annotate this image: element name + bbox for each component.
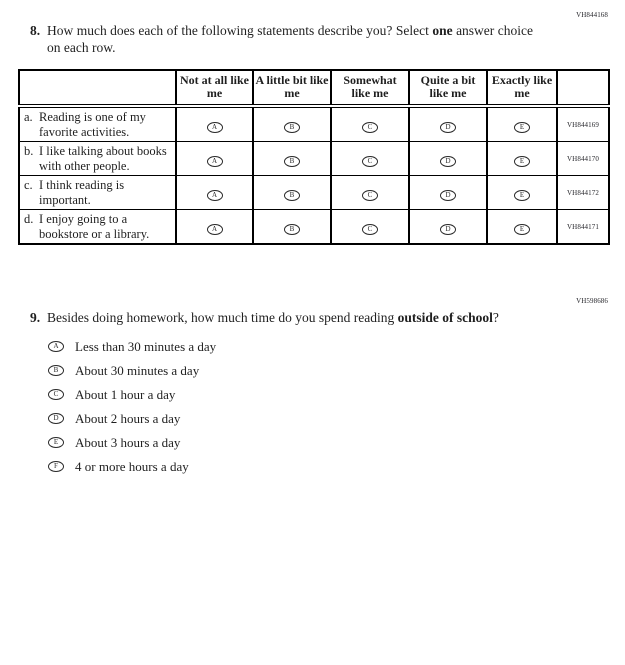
option-label: About 1 hour a day <box>75 386 176 402</box>
answer-cell-c5 <box>487 176 557 210</box>
oval-letter: B <box>53 365 59 374</box>
answer-oval-q9-C[interactable] <box>48 389 64 400</box>
statement-text-a: Reading is one of my favorite activities. <box>39 110 146 139</box>
answer-cell-c4 <box>409 176 487 210</box>
answer-cell-a4 <box>409 106 487 142</box>
question8-text <box>47 23 533 56</box>
oval-letter: A <box>211 190 218 199</box>
option-label: 4 or more hours a day <box>75 458 189 474</box>
answer-oval-b-C[interactable] <box>362 156 378 167</box>
answer-cell-d3 <box>331 210 409 245</box>
answer-oval-a-D[interactable] <box>440 122 456 133</box>
matrix-header-a-little-bit: A little bit like me <box>253 70 331 106</box>
answer-cell-d4 <box>409 210 487 245</box>
question8-number: 8. <box>30 23 41 38</box>
question8-matrix-table <box>18 69 610 245</box>
row-letter-d: d. <box>24 212 34 226</box>
row-letter-b: b. <box>24 144 34 158</box>
answer-oval-d-A[interactable] <box>207 224 223 235</box>
question9-accession-code: VH598686 <box>576 297 608 305</box>
oval-letter: E <box>519 156 525 165</box>
oval-letter: E <box>519 190 525 199</box>
answer-oval-b-E[interactable] <box>514 156 530 167</box>
question9-text-after: ? <box>492 310 499 325</box>
answer-cell-d1 <box>176 210 253 245</box>
question8-stem <box>30 23 533 56</box>
answer-oval-c-D[interactable] <box>440 190 456 201</box>
matrix-header-empty-left <box>19 70 176 106</box>
question9-option-D[interactable] <box>48 406 216 430</box>
question9-number: 9. <box>30 310 41 325</box>
answer-cell-a2 <box>253 106 331 142</box>
matrix-header-quite-a-bit: Quite a bit like me <box>409 70 487 106</box>
table-row-d <box>19 210 609 245</box>
oval-letter: C <box>367 122 373 131</box>
question9-text-before: Besides doing homework, how much time do you spend reading <box>47 310 398 325</box>
option-label: About 2 hours a day <box>75 410 181 426</box>
oval-letter: D <box>53 413 59 422</box>
answer-cell-a1 <box>176 106 253 142</box>
answer-cell-b4 <box>409 142 487 176</box>
oval-letter: A <box>53 341 59 350</box>
matrix-header-not-at-all: Not at all like me <box>176 70 253 106</box>
answer-cell-b5 <box>487 142 557 176</box>
oval-letter: C <box>53 389 59 398</box>
statement-text-d: I enjoy going to a bookstore or a library. <box>39 212 150 241</box>
matrix-header-row <box>19 70 609 106</box>
question8-text-bold: one <box>432 23 453 38</box>
answer-oval-a-C[interactable] <box>362 122 378 133</box>
option-label: Less than 30 minutes a day <box>75 338 217 354</box>
oval-letter: A <box>211 122 218 131</box>
option-label: About 30 minutes a day <box>75 362 200 378</box>
question9-stem <box>30 310 587 327</box>
answer-oval-a-A[interactable] <box>207 122 223 133</box>
answer-oval-q9-D[interactable] <box>48 413 64 424</box>
answer-oval-c-A[interactable] <box>207 190 223 201</box>
row-code-a: VH844169 <box>557 106 609 142</box>
oval-letter: B <box>289 190 295 199</box>
question9-option-E[interactable] <box>48 430 216 454</box>
answer-oval-a-E[interactable] <box>514 122 530 133</box>
answer-cell-d2 <box>253 210 331 245</box>
answer-oval-a-B[interactable] <box>284 122 300 133</box>
row-code-c: VH844172 <box>557 176 609 210</box>
answer-cell-a3 <box>331 106 409 142</box>
oval-letter: D <box>445 190 451 199</box>
answer-oval-c-B[interactable] <box>284 190 300 201</box>
answer-oval-c-E[interactable] <box>514 190 530 201</box>
row-letter-a: a. <box>24 110 33 124</box>
table-row-a <box>19 106 609 142</box>
answer-oval-q9-A[interactable] <box>48 341 64 352</box>
question9-text-bold: outside of school <box>397 310 493 325</box>
oval-letter: B <box>289 122 295 131</box>
oval-letter: A <box>211 156 218 165</box>
answer-oval-q9-E[interactable] <box>48 437 64 448</box>
table-row-c <box>19 176 609 210</box>
oval-letter: C <box>367 190 373 199</box>
answer-oval-d-C[interactable] <box>362 224 378 235</box>
statement-cell-b <box>19 142 176 176</box>
oval-letter: D <box>445 224 451 233</box>
question8-accession-code: VH844168 <box>576 11 608 19</box>
answer-cell-a5 <box>487 106 557 142</box>
oval-letter: C <box>367 224 373 233</box>
answer-oval-q9-B[interactable] <box>48 365 64 376</box>
answer-oval-d-E[interactable] <box>514 224 530 235</box>
answer-cell-c2 <box>253 176 331 210</box>
matrix-header-empty-right <box>557 70 609 106</box>
oval-letter: B <box>289 156 295 165</box>
oval-letter: F <box>54 461 58 470</box>
question9-option-A[interactable] <box>48 334 216 358</box>
matrix-header-exactly-like: Exactly like me <box>487 70 557 106</box>
oval-letter: D <box>445 122 451 131</box>
question8-text-before: How much does each of the following statements describe you? Select <box>47 23 433 38</box>
option-label: About 3 hours a day <box>75 434 181 450</box>
row-code-b: VH844170 <box>557 142 609 176</box>
answer-cell-b1 <box>176 142 253 176</box>
row-code-d: VH844171 <box>557 210 609 245</box>
answer-oval-c-C[interactable] <box>362 190 378 201</box>
answer-cell-b3 <box>331 142 409 176</box>
statement-cell-c <box>19 176 176 210</box>
answer-oval-d-B[interactable] <box>284 224 300 235</box>
table-row-b <box>19 142 609 176</box>
question9-text <box>47 310 587 327</box>
answer-oval-q9-F[interactable] <box>48 461 64 472</box>
question9-option-F[interactable] <box>48 454 216 478</box>
oval-letter: D <box>445 156 451 165</box>
answer-oval-b-B[interactable] <box>284 156 300 167</box>
row-letter-c: c. <box>24 178 33 192</box>
statement-text-b: I like talking about books with other people. <box>39 144 167 173</box>
question8-text-after: answer choice on each row. <box>47 23 533 55</box>
question9-option-B[interactable] <box>48 358 216 382</box>
statement-cell-d <box>19 210 176 245</box>
oval-letter: E <box>519 122 525 131</box>
oval-letter: E <box>519 224 525 233</box>
oval-letter: A <box>211 224 218 233</box>
answer-oval-b-A[interactable] <box>207 156 223 167</box>
answer-cell-b2 <box>253 142 331 176</box>
oval-letter: B <box>289 224 295 233</box>
oval-letter: E <box>53 437 59 446</box>
statement-cell-a <box>19 106 176 142</box>
answer-cell-c1 <box>176 176 253 210</box>
statement-text-c: I think reading is important. <box>39 178 125 207</box>
oval-letter: C <box>367 156 373 165</box>
answer-cell-c3 <box>331 176 409 210</box>
answer-oval-b-D[interactable] <box>440 156 456 167</box>
answer-oval-d-D[interactable] <box>440 224 456 235</box>
matrix-header-somewhat: Somewhat like me <box>331 70 409 106</box>
question9-option-C[interactable] <box>48 382 216 406</box>
question9-options <box>48 334 216 478</box>
answer-cell-d5 <box>487 210 557 245</box>
